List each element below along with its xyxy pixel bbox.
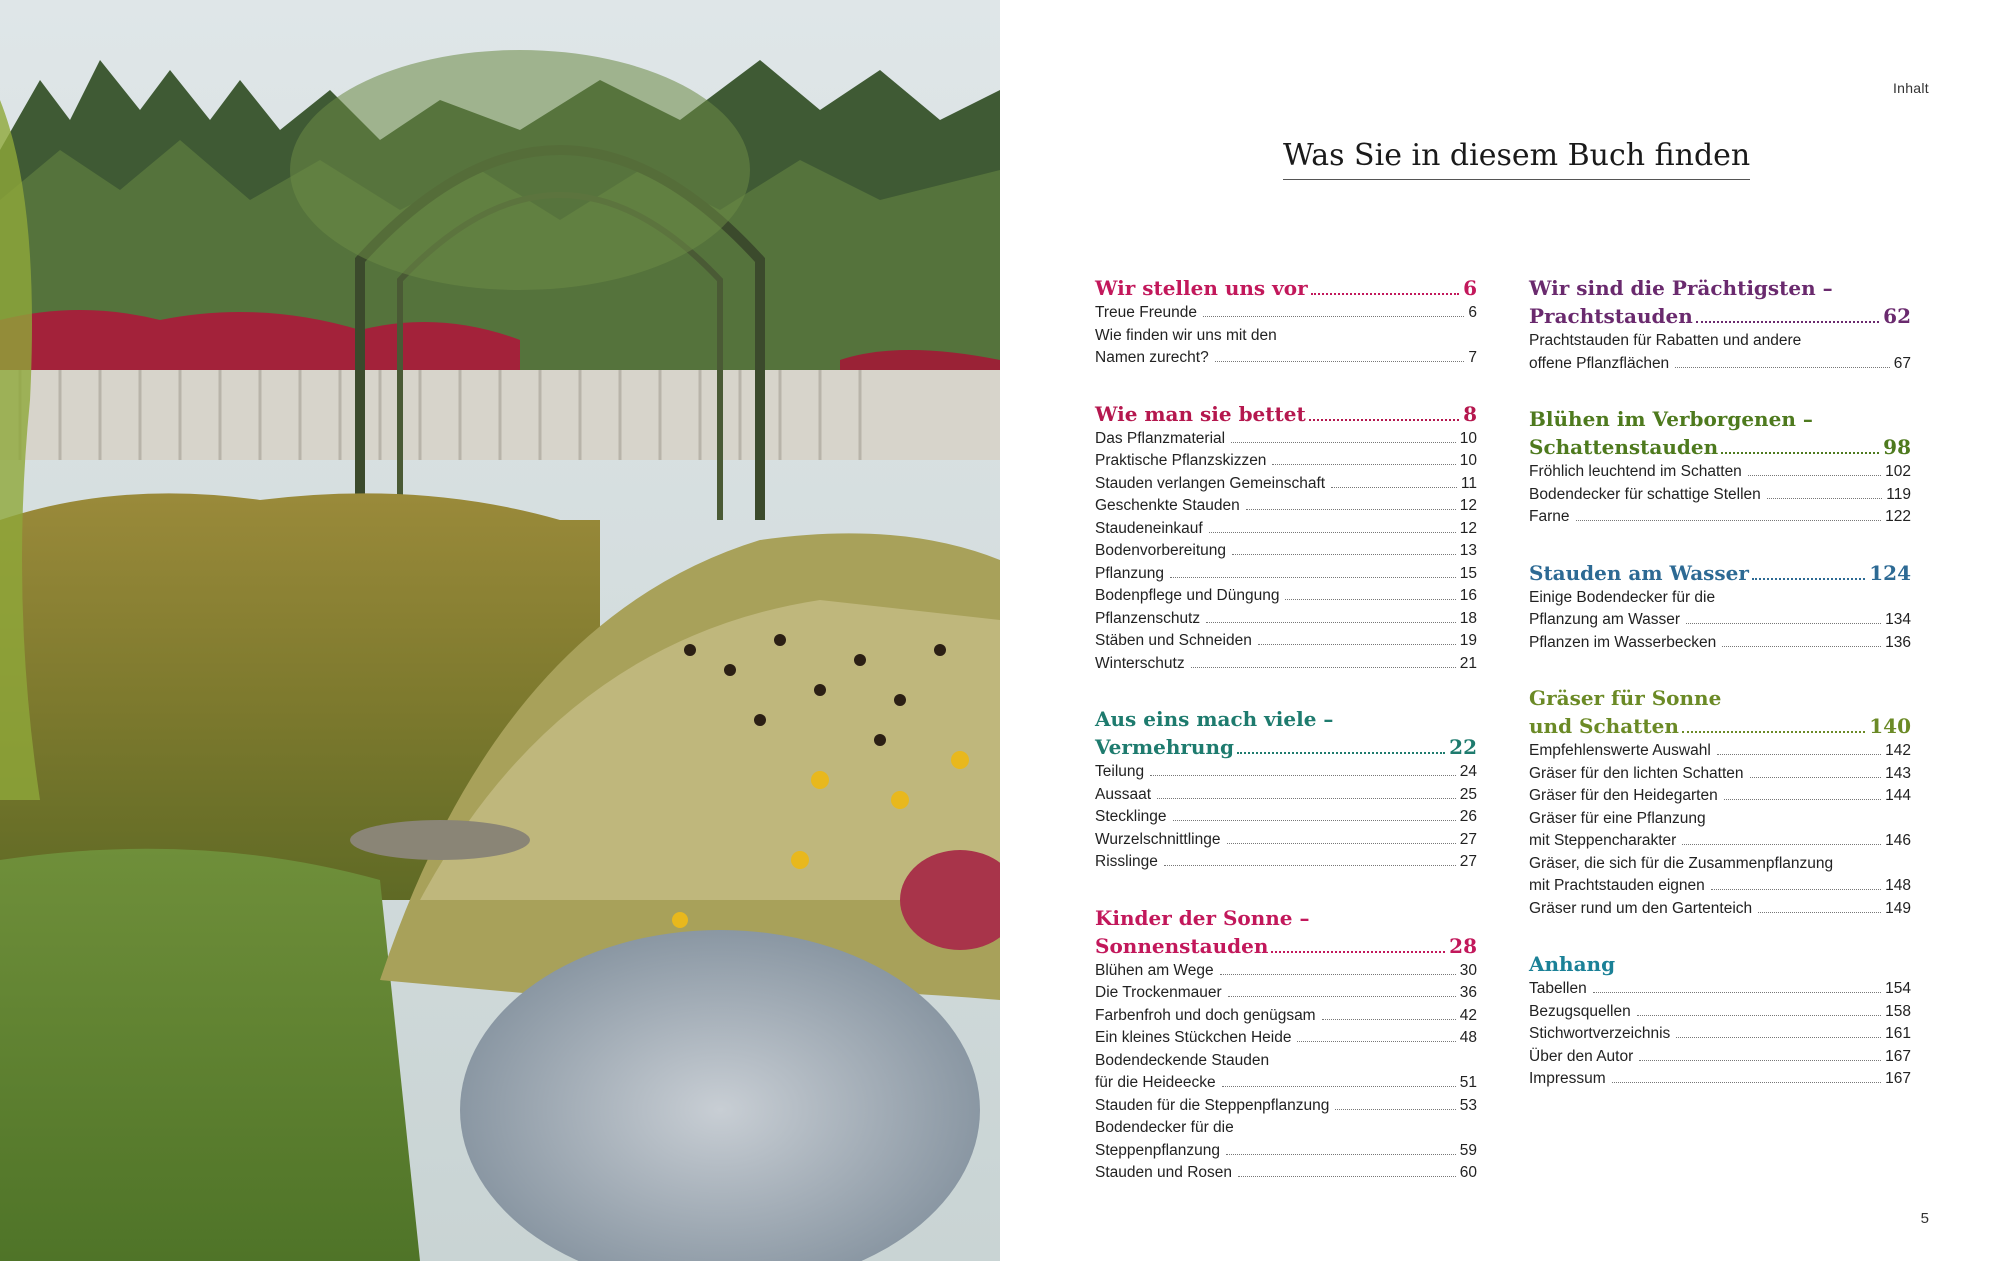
contents-page — [1000, 0, 2000, 1261]
toc-heading-page: 124 — [1869, 560, 1911, 585]
toc-entry-page: 53 — [1459, 1096, 1477, 1114]
toc-entry-line — [1095, 653, 1477, 676]
toc-heading-text: Aus eins mach viele – — [1095, 707, 1334, 731]
toc-entry-page: 59 — [1459, 1141, 1477, 1159]
toc-entry — [1529, 853, 1911, 898]
dot-leader — [1676, 1037, 1881, 1038]
toc-entry-line — [1529, 853, 1911, 876]
toc-heading-page: 6 — [1463, 276, 1477, 300]
toc-entry-line — [1529, 587, 1911, 610]
toc-entry-page: 119 — [1886, 485, 1911, 503]
toc-entry-text: Bezugsquellen — [1529, 1002, 1631, 1020]
toc-entry-text: Prachtstauden für Rabatten und andere — [1529, 332, 1802, 349]
toc-entry-text: Stecklinge — [1095, 808, 1167, 825]
toc-entry-line — [1095, 563, 1477, 586]
dot-leader — [1724, 799, 1881, 800]
dot-leader — [1191, 667, 1456, 668]
dot-leader — [1271, 951, 1445, 953]
toc-entry — [1095, 325, 1477, 370]
dot-leader — [1752, 578, 1865, 580]
dot-leader — [1246, 509, 1456, 510]
toc-entry-page: 25 — [1459, 785, 1477, 803]
toc-entry-text: Praktische Pflanzskizzen — [1095, 452, 1267, 469]
toc-heading-text: Wir stellen uns vor — [1095, 276, 1308, 300]
toc-entry-line — [1529, 978, 1911, 1001]
toc-entry-text: Steppenpflanzung — [1095, 1141, 1220, 1159]
toc-entry-line — [1095, 450, 1477, 473]
toc-entry-line — [1095, 495, 1477, 518]
toc-heading-line — [1529, 302, 1911, 330]
dot-leader — [1576, 520, 1882, 521]
toc-heading-line — [1095, 274, 1477, 302]
toc-entry-page: 18 — [1459, 609, 1477, 627]
toc-heading-line — [1095, 400, 1477, 428]
toc-entry-text: Gräser, die sich für die Zusammenpflanzung — [1529, 854, 1834, 872]
toc-section-heading — [1529, 405, 1911, 461]
toc-entry-text: mit Steppencharakter — [1529, 832, 1677, 849]
toc-entry — [1095, 960, 1477, 983]
toc-entry-page: 122 — [1885, 508, 1911, 525]
toc-entry-line — [1529, 830, 1911, 853]
dot-leader — [1311, 293, 1459, 295]
toc-entry — [1095, 1162, 1477, 1185]
toc-entry-text: Winterschutz — [1095, 654, 1185, 672]
toc-entry — [1095, 784, 1477, 807]
toc-heading-text: Kinder der Sonne – — [1095, 905, 1310, 930]
toc-heading-text: Vermehrung — [1095, 735, 1234, 759]
dot-leader — [1206, 622, 1456, 623]
toc-heading-line — [1529, 433, 1911, 461]
toc-entry-line — [1095, 1027, 1477, 1050]
toc-entry-page: 7 — [1468, 349, 1477, 366]
toc-entry-line — [1529, 1046, 1911, 1069]
toc-entry — [1095, 653, 1477, 676]
toc-entry — [1095, 806, 1477, 829]
toc-entry-text: Staudeneinkauf — [1095, 519, 1203, 537]
toc-entry-page: 146 — [1885, 832, 1911, 849]
toc-entry-text: mit Prachtstauden eignen — [1529, 877, 1705, 894]
toc-entry-line — [1095, 302, 1477, 325]
dot-leader — [1297, 1041, 1455, 1042]
dot-leader — [1612, 1082, 1881, 1083]
toc-entry-text: für die Heideecke — [1095, 1074, 1216, 1091]
toc-entry-text: Die Trockenmauer — [1095, 984, 1222, 1001]
toc-heading-text: Wie man sie bettet — [1095, 401, 1306, 426]
toc-entry-line — [1095, 806, 1477, 829]
toc-entry-text: Bodendecker für schattige Stellen — [1529, 485, 1761, 503]
toc-entry-text: Gräser für den lichten Schatten — [1529, 764, 1744, 782]
dot-leader — [1593, 992, 1881, 993]
toc-heading-text: Schattenstauden — [1529, 435, 1719, 459]
toc-entry-page: 12 — [1459, 497, 1477, 514]
toc-entry-line — [1095, 1117, 1477, 1140]
toc-entry-text: Stauden und Rosen — [1095, 1164, 1233, 1181]
toc-entry — [1529, 785, 1911, 808]
toc-entry — [1529, 898, 1911, 921]
toc-entry — [1529, 587, 1911, 632]
dot-leader — [1209, 532, 1456, 533]
toc-section-heading — [1529, 274, 1911, 330]
toc-entry-page: 16 — [1459, 587, 1477, 604]
toc-heading-text: Sonnenstauden — [1095, 933, 1269, 958]
page-number: 5 — [1920, 1210, 1929, 1227]
toc-entry-line — [1529, 898, 1911, 921]
toc-entry-text: Gräser rund um den Gartenteich — [1529, 899, 1753, 917]
dot-leader — [1170, 577, 1456, 578]
toc-entry — [1095, 1095, 1477, 1118]
toc-entry — [1095, 851, 1477, 874]
dot-leader — [1238, 1176, 1456, 1177]
toc-entry-page: 136 — [1885, 633, 1911, 651]
toc-entry-line — [1095, 851, 1477, 874]
toc-heading-text: Gräser für Sonne — [1529, 686, 1722, 710]
toc-section — [1529, 405, 1911, 529]
toc-entry-line — [1095, 325, 1477, 348]
toc-entry-page: 42 — [1459, 1006, 1477, 1024]
toc-entry-page: 11 — [1460, 474, 1477, 492]
dot-leader — [1686, 623, 1881, 624]
toc-entry-text: Farne — [1529, 508, 1570, 525]
dot-leader — [1711, 889, 1881, 890]
toc-entry — [1095, 473, 1477, 496]
toc-entry-page: 167 — [1885, 1070, 1911, 1087]
toc-section — [1529, 684, 1911, 920]
toc-entry-text: Wie finden wir uns mit den — [1095, 326, 1277, 344]
toc-entry-line — [1529, 506, 1911, 529]
toc-heading-text: und Schatten — [1529, 714, 1679, 738]
dot-leader — [1237, 752, 1445, 754]
toc-entry — [1095, 518, 1477, 541]
toc-heading-page: 8 — [1463, 401, 1477, 426]
dot-leader — [1220, 974, 1456, 975]
dot-leader — [1232, 554, 1456, 555]
toc-entry-text: Aussaat — [1095, 785, 1152, 803]
toc-entry-line — [1095, 784, 1477, 807]
toc-heading-text: Stauden am Wasser — [1529, 560, 1749, 585]
toc-entry-line — [1095, 1005, 1477, 1028]
toc-heading-page: 140 — [1869, 714, 1911, 738]
dot-leader — [1203, 316, 1464, 317]
toc-entry-text: Impressum — [1529, 1070, 1606, 1087]
toc-entry-line — [1529, 484, 1911, 507]
dot-leader — [1750, 777, 1882, 778]
toc-entry-text: Fröhlich leuchtend im Schatten — [1529, 463, 1742, 480]
toc-entry-page: 158 — [1885, 1002, 1911, 1020]
toc-entry-page: 60 — [1459, 1164, 1477, 1181]
toc-entry-line — [1095, 1162, 1477, 1185]
toc-entry-page: 67 — [1893, 354, 1911, 372]
dot-leader — [1150, 775, 1456, 776]
toc-heading-line — [1529, 950, 1911, 978]
toc-entry-line — [1095, 473, 1477, 496]
dot-leader — [1226, 1154, 1456, 1155]
toc-entry — [1529, 978, 1911, 1001]
dot-leader — [1758, 912, 1881, 913]
dot-leader — [1682, 731, 1865, 733]
toc-entry — [1095, 585, 1477, 608]
toc-entry — [1529, 763, 1911, 786]
toc-entry — [1095, 302, 1477, 325]
toc-entry — [1095, 1050, 1477, 1095]
toc-entry-page: 15 — [1459, 564, 1477, 582]
toc-entry-text: Stichwortverzeichnis — [1529, 1025, 1671, 1042]
toc-entry — [1529, 1068, 1911, 1091]
toc-heading-text: Prachtstauden — [1529, 304, 1693, 328]
toc-heading-page: 98 — [1883, 435, 1911, 459]
toc-section-heading — [1529, 950, 1911, 978]
toc-entry-page: 167 — [1885, 1047, 1911, 1065]
running-head: Inhalt — [1892, 80, 1929, 96]
dot-leader — [1722, 646, 1881, 647]
dot-leader — [1173, 820, 1456, 821]
toc-entry-text: Pflanzenschutz — [1095, 609, 1201, 627]
toc-section-heading — [1529, 559, 1911, 587]
toc-entry — [1095, 450, 1477, 473]
toc-entry-text: Tabellen — [1529, 980, 1587, 997]
toc-entry-text: offene Pflanzflächen — [1529, 354, 1670, 372]
toc-entry — [1529, 1046, 1911, 1069]
dot-leader — [1748, 475, 1881, 476]
toc-entry — [1095, 1117, 1477, 1162]
toc-entry-line — [1529, 875, 1911, 898]
toc-entry — [1529, 1001, 1911, 1024]
dot-leader — [1222, 1086, 1456, 1087]
toc-heading-text: Blühen im Verborgenen – — [1529, 407, 1813, 431]
dot-leader — [1331, 487, 1457, 488]
toc-entry — [1095, 495, 1477, 518]
toc-entry-line — [1095, 761, 1477, 784]
toc-entry-line — [1529, 808, 1911, 831]
toc-entry-line — [1095, 428, 1477, 451]
toc-heading-line — [1095, 705, 1477, 733]
toc-entry-line — [1095, 982, 1477, 1005]
toc-section — [1529, 559, 1911, 655]
toc-entry-line — [1529, 763, 1911, 786]
toc-entry-page: 144 — [1885, 787, 1911, 804]
toc-entry-page: 26 — [1459, 808, 1477, 825]
toc-entry-page: 134 — [1885, 611, 1911, 628]
toc-entry-page: 12 — [1459, 519, 1477, 537]
dot-leader — [1227, 843, 1456, 844]
toc-heading-text: Anhang — [1529, 952, 1616, 976]
toc-entry — [1529, 461, 1911, 484]
toc-entry-page: 142 — [1885, 742, 1911, 759]
toc-entry-line — [1529, 740, 1911, 763]
toc-entry-page: 19 — [1459, 632, 1477, 649]
toc-entry-text: Ein kleines Stückchen Heide — [1095, 1029, 1292, 1046]
toc-entry — [1095, 428, 1477, 451]
dot-leader — [1675, 367, 1890, 368]
toc-entry-line — [1095, 960, 1477, 983]
toc-heading-page: 28 — [1449, 933, 1477, 958]
dot-leader — [1215, 361, 1465, 362]
toc-entry-line — [1529, 785, 1911, 808]
toc-entry — [1095, 982, 1477, 1005]
toc-entry-page: 30 — [1459, 961, 1477, 979]
toc-section — [1529, 274, 1911, 375]
toc-heading-line — [1529, 559, 1911, 587]
dot-leader — [1285, 599, 1455, 600]
toc-entry — [1529, 808, 1911, 853]
toc-entry — [1529, 632, 1911, 655]
toc-entry — [1529, 330, 1911, 375]
toc-entry-page: 24 — [1459, 763, 1477, 780]
toc-entry-line — [1095, 1095, 1477, 1118]
toc-entry — [1529, 740, 1911, 763]
toc-section-heading — [1095, 705, 1477, 761]
toc-entry-page: 21 — [1459, 654, 1477, 672]
toc-left-column — [1095, 274, 1477, 1215]
dot-leader — [1335, 1109, 1455, 1110]
toc-entry-text: Pflanzen im Wasserbecken — [1529, 633, 1717, 651]
toc-entry-line — [1529, 353, 1911, 376]
toc-entry-line — [1095, 829, 1477, 852]
toc-entry-page: 161 — [1885, 1025, 1911, 1042]
toc-entry-text: Pflanzung — [1095, 564, 1164, 582]
toc-entry-text: Namen zurecht? — [1095, 349, 1209, 366]
toc-entry-text: Bodendecker für die — [1095, 1119, 1234, 1136]
toc-entry-page: 143 — [1885, 764, 1911, 782]
toc-entry-page: 48 — [1459, 1029, 1477, 1046]
toc-entry-text: Teilung — [1095, 763, 1145, 780]
toc-entry-line — [1529, 632, 1911, 655]
dot-leader — [1164, 865, 1456, 866]
dot-leader — [1272, 464, 1455, 465]
toc-entry — [1529, 484, 1911, 507]
toc-entry-text: Wurzelschnittlinge — [1095, 830, 1221, 848]
toc-right-column — [1529, 274, 1911, 1121]
page-title: Was Sie in diesem Buch finden — [1283, 138, 1750, 180]
toc-entry-page: 51 — [1459, 1074, 1477, 1091]
dot-leader — [1231, 442, 1456, 443]
toc-entry-line — [1095, 585, 1477, 608]
toc-entry — [1095, 829, 1477, 852]
toc-entry — [1529, 1023, 1911, 1046]
toc-entry-line — [1529, 1023, 1911, 1046]
toc-entry-line — [1095, 540, 1477, 563]
dot-leader — [1637, 1015, 1881, 1016]
toc-entry-page: 6 — [1468, 304, 1477, 321]
toc-entry-page: 102 — [1885, 463, 1911, 480]
toc-section — [1529, 950, 1911, 1091]
toc-heading-page: 22 — [1449, 735, 1477, 759]
toc-entry — [1095, 761, 1477, 784]
toc-section-heading — [1095, 274, 1477, 302]
toc-heading-line — [1529, 274, 1911, 302]
toc-entry — [1095, 1005, 1477, 1028]
toc-entry-page: 27 — [1459, 853, 1477, 870]
toc-entry-text: Gräser für den Heidegarten — [1529, 787, 1718, 804]
toc-entry-line — [1529, 330, 1911, 353]
toc-entry-text: Stauden verlangen Gemeinschaft — [1095, 474, 1326, 492]
toc-entry-line — [1529, 609, 1911, 632]
toc-entry-line — [1529, 1068, 1911, 1091]
toc-entry — [1095, 630, 1477, 653]
toc-entry-text: Über den Autor — [1529, 1047, 1634, 1065]
toc-section — [1095, 904, 1477, 1185]
toc-entry-text: Risslinge — [1095, 853, 1158, 870]
dot-leader — [1717, 754, 1881, 755]
toc-entry-page: 13 — [1459, 542, 1477, 559]
toc-entry — [1095, 563, 1477, 586]
toc-entry-text: Pflanzung am Wasser — [1529, 611, 1681, 628]
toc-entry-line — [1095, 1072, 1477, 1095]
toc-entry-page: 10 — [1459, 429, 1477, 447]
toc-entry — [1095, 540, 1477, 563]
toc-entry-text: Bodenvorbereitung — [1095, 542, 1226, 559]
toc-entry-text: Einige Bodendecker für die — [1529, 588, 1716, 606]
toc-heading-line — [1095, 932, 1477, 960]
dot-leader — [1157, 798, 1456, 799]
dot-leader — [1767, 498, 1883, 499]
toc-entry-page: 27 — [1459, 830, 1477, 848]
dot-leader — [1322, 1019, 1456, 1020]
dot-leader — [1228, 996, 1456, 997]
toc-entry-text: Farbenfroh und doch genügsam — [1095, 1006, 1316, 1024]
toc-entry-text: Stäben und Schneiden — [1095, 632, 1252, 649]
toc-section — [1095, 400, 1477, 676]
toc-heading-line — [1529, 712, 1911, 740]
toc-entry-text: Stauden für die Steppenpflanzung — [1095, 1096, 1330, 1114]
toc-section-heading — [1095, 904, 1477, 960]
toc-entry-page: 36 — [1459, 984, 1477, 1001]
dot-leader — [1721, 452, 1879, 454]
toc-heading-text: Wir sind die Prächtigsten – — [1529, 276, 1833, 300]
toc-entry-text: Bodenpflege und Düngung — [1095, 587, 1280, 604]
toc-entry-line — [1095, 1050, 1477, 1073]
toc-section-heading — [1529, 684, 1911, 740]
dot-leader — [1639, 1060, 1881, 1061]
toc-entry-text: Gräser für eine Pflanzung — [1529, 809, 1706, 827]
toc-entry — [1529, 506, 1911, 529]
toc-entry-page: 148 — [1885, 877, 1911, 894]
dot-leader — [1309, 419, 1459, 421]
dot-leader — [1258, 644, 1456, 645]
toc-entry-line — [1095, 608, 1477, 631]
toc-entry-text: Treue Freunde — [1095, 304, 1197, 321]
toc-entry-line — [1095, 1140, 1477, 1163]
toc-entry-line — [1529, 1001, 1911, 1024]
toc-entry-page: 154 — [1885, 980, 1911, 997]
dot-leader — [1696, 321, 1879, 323]
toc-entry-text: Empfehlenswerte Auswahl — [1529, 742, 1711, 759]
toc-entry-text: Geschenkte Stauden — [1095, 497, 1240, 514]
toc-entry-line — [1095, 347, 1477, 370]
toc-entry-line — [1095, 518, 1477, 541]
toc-entry-line — [1529, 461, 1911, 484]
toc-entry-text: Das Pflanzmaterial — [1095, 429, 1226, 447]
toc-section — [1095, 705, 1477, 874]
toc-heading-line — [1529, 405, 1911, 433]
toc-heading-line — [1095, 904, 1477, 932]
toc-entry — [1095, 1027, 1477, 1050]
toc-section — [1095, 274, 1477, 370]
toc-entry-line — [1095, 630, 1477, 653]
dot-leader — [1682, 844, 1881, 845]
toc-entry-text: Bodendeckende Stauden — [1095, 1051, 1270, 1069]
toc-entry-page: 10 — [1459, 452, 1477, 469]
toc-heading-line — [1095, 733, 1477, 761]
toc-entry — [1095, 608, 1477, 631]
toc-entry-page: 149 — [1885, 899, 1911, 917]
toc-heading-page: 62 — [1883, 304, 1911, 328]
toc-section-heading — [1095, 400, 1477, 428]
toc-heading-line — [1529, 684, 1911, 712]
toc-entry-text: Blühen am Wege — [1095, 961, 1214, 979]
